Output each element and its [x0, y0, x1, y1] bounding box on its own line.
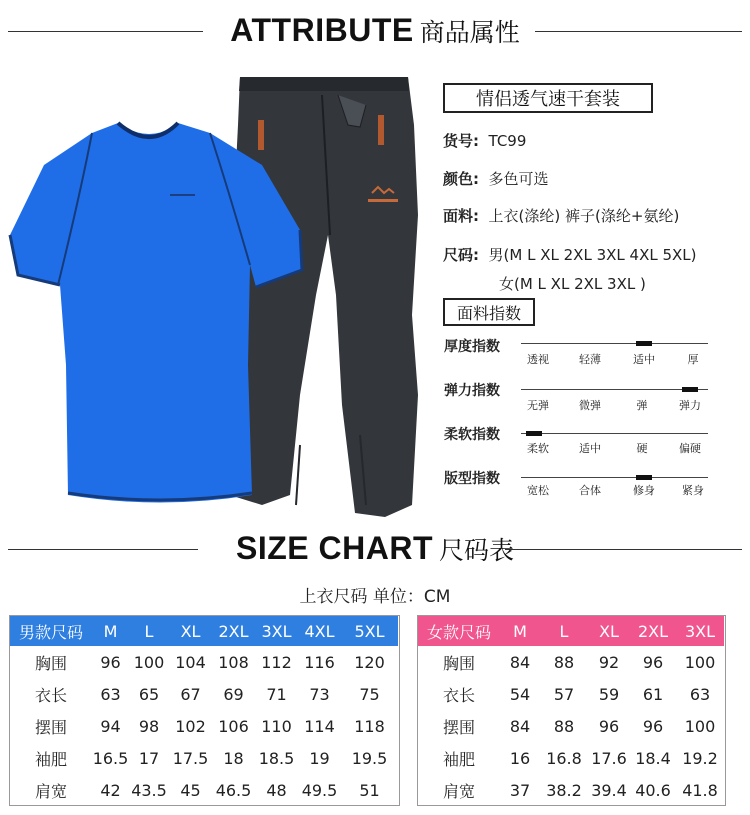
attr-key-fabric: 面料: — [443, 207, 479, 225]
attr-key-size: 尺码: — [443, 246, 479, 264]
row-label: 胸围 — [442, 653, 475, 673]
table-cell: 17.5 — [172, 748, 209, 768]
scale-option: 紧身 — [682, 484, 704, 497]
table-cell: 98 — [138, 716, 160, 736]
size-chart-subtitle: 上衣尺码 单位：CM — [299, 587, 451, 607]
scale-marker-fit — [636, 475, 652, 480]
table-cell: 18.4 — [635, 748, 671, 768]
scale-option: 合体 — [579, 484, 601, 497]
table-cell: 92 — [598, 652, 620, 672]
table-cell: 63 — [689, 684, 711, 704]
attr-value-size: 男(M L XL 2XL 3XL 4XL 5XL) — [488, 246, 697, 264]
attr-key-color: 颜色: — [443, 170, 479, 188]
table-row — [10, 646, 398, 678]
table-cell: 102 — [175, 716, 206, 736]
scale-line-elasticity — [521, 389, 708, 390]
men-header-cell: L — [144, 621, 154, 641]
row-label: 袖肥 — [34, 749, 67, 769]
table-cell: 65 — [138, 684, 160, 704]
attr-value-item-no: TC99 — [488, 132, 527, 150]
table-row — [418, 742, 724, 774]
scale-label-elasticity: 弹力指数 — [444, 383, 500, 399]
scale-label-softness: 柔软指数 — [444, 427, 500, 443]
men-header-cell: 5XL — [354, 621, 385, 641]
table-cell: 16 — [509, 748, 531, 768]
attribute-header-en: ATTRIBUTE — [230, 12, 414, 48]
table-cell: 112 — [261, 652, 292, 672]
table-cell: 71 — [266, 684, 287, 704]
table-cell: 106 — [218, 716, 249, 736]
table-row — [418, 710, 724, 742]
row-label: 袖肥 — [442, 749, 475, 769]
table-cell: 100 — [684, 652, 716, 672]
table-row — [10, 742, 398, 774]
table-cell: 43.5 — [131, 780, 167, 800]
attribute-header-cn: 商品属性 — [419, 18, 520, 47]
attr-size-women: 女(M L XL 2XL 3XL ) — [499, 275, 646, 293]
table-cell: 73 — [309, 684, 330, 704]
table-cell: 69 — [223, 684, 244, 704]
attr-row-fabric — [443, 205, 679, 226]
scale-line-thickness — [521, 343, 708, 344]
table-row — [418, 774, 724, 806]
row-label: 衣长 — [34, 685, 67, 705]
fabric-index-title-box — [443, 298, 535, 326]
table-cell: 16.8 — [546, 748, 582, 768]
row-label: 摆围 — [34, 717, 67, 737]
table-cell: 16.5 — [92, 748, 129, 768]
pants-image — [232, 77, 418, 517]
table-cell: 38.2 — [546, 780, 582, 800]
table-cell: 40.6 — [635, 780, 671, 800]
attr-row-item-no — [443, 130, 526, 151]
table-cell: 49.5 — [301, 780, 338, 800]
table-row — [10, 774, 398, 806]
scale-option: 柔软 — [527, 442, 549, 455]
table-cell: 108 — [218, 652, 249, 672]
scale-option: 偏硬 — [679, 442, 701, 455]
row-label: 衣长 — [442, 685, 475, 705]
table-cell: 39.4 — [591, 780, 627, 800]
attr-row-size — [443, 244, 697, 265]
attribute-header — [0, 12, 750, 49]
table-row — [10, 710, 398, 742]
table-cell: 116 — [304, 652, 335, 672]
scale-option: 透视 — [527, 353, 549, 366]
table-cell: 118 — [354, 716, 385, 736]
table-cell: 61 — [642, 684, 664, 704]
scale-label-thickness: 厚度指数 — [444, 339, 500, 355]
table-cell: 54 — [509, 684, 531, 704]
row-label: 肩宽 — [442, 781, 475, 801]
men-header-cell: 男款尺码 — [18, 622, 83, 642]
table-row — [418, 646, 724, 678]
women-header-cell: 女款尺码 — [426, 622, 491, 642]
table-cell: 67 — [180, 684, 201, 704]
table-row — [418, 678, 724, 710]
attr-key-item-no: 货号: — [443, 132, 479, 150]
women-header-cell: 3XL — [684, 621, 716, 641]
women-header-cell: M — [513, 621, 527, 641]
row-label: 胸围 — [34, 653, 67, 673]
women-size-table — [418, 616, 724, 806]
table-cell: 96 — [642, 716, 664, 736]
women-header-cell: 2XL — [637, 621, 669, 641]
table-cell: 17.6 — [591, 748, 627, 768]
attr-row-color — [443, 168, 549, 189]
table-cell: 48 — [266, 780, 287, 800]
table-cell: 63 — [100, 684, 121, 704]
table-cell: 84 — [509, 716, 531, 736]
table-cell: 18.5 — [258, 748, 295, 768]
scale-option: 厚 — [687, 353, 699, 366]
table-cell: 41.8 — [682, 780, 718, 800]
table-cell: 19 — [309, 748, 330, 768]
table-cell: 75 — [359, 684, 380, 704]
table-cell: 94 — [100, 716, 121, 736]
size-chart-header-cn: 尺码表 — [438, 536, 514, 565]
scale-option: 适中 — [579, 442, 601, 455]
table-cell: 96 — [100, 652, 121, 672]
table-cell: 37 — [509, 780, 531, 800]
scale-option: 修身 — [633, 484, 655, 497]
men-size-table — [10, 616, 398, 806]
scale-marker-thickness — [636, 341, 652, 346]
scale-marker-elasticity — [682, 387, 698, 392]
scale-option: 硬 — [636, 442, 648, 455]
scale-option: 宽松 — [527, 484, 549, 497]
size-chart-header-en: SIZE CHART — [235, 530, 433, 566]
table-cell: 96 — [642, 652, 664, 672]
table-row — [10, 678, 398, 710]
table-cell: 59 — [598, 684, 620, 704]
men-header-cell: M — [103, 621, 118, 641]
table-cell: 17 — [138, 748, 160, 768]
men-table-header — [10, 616, 398, 646]
fabric-index-title: 面料指数 — [456, 303, 521, 323]
table-cell: 100 — [133, 652, 165, 672]
attr-value-color: 多色可选 — [488, 170, 549, 188]
men-header-cell: XL — [180, 621, 201, 641]
size-chart-header — [0, 530, 750, 567]
product-name: 情侣透气速干套装 — [476, 89, 620, 110]
table-cell: 57 — [553, 684, 575, 704]
row-label: 摆围 — [442, 717, 475, 737]
women-header-cell: XL — [599, 621, 619, 641]
scale-label-fit: 版型指数 — [444, 471, 500, 487]
product-name-box — [443, 83, 653, 113]
scale-option: 轻薄 — [579, 353, 601, 366]
women-header-cell: L — [559, 621, 569, 641]
scale-line-fit — [521, 477, 708, 478]
table-cell: 110 — [261, 716, 292, 736]
attr-value-fabric: 上衣(涤纶) 裤子(涤纶+氨纶) — [488, 207, 680, 225]
row-label: 肩宽 — [34, 781, 67, 801]
table-cell: 46.5 — [215, 780, 252, 800]
table-cell: 42 — [100, 780, 121, 800]
scale-option: 弹力 — [679, 399, 701, 412]
table-cell: 84 — [509, 652, 531, 672]
scale-option: 无弹 — [527, 399, 549, 412]
table-cell: 96 — [598, 716, 620, 736]
table-cell: 88 — [553, 716, 575, 736]
men-header-cell: 2XL — [218, 621, 249, 641]
table-cell: 104 — [175, 652, 206, 672]
table-cell: 114 — [304, 716, 335, 736]
scale-option: 适中 — [633, 353, 655, 366]
table-cell: 120 — [354, 652, 385, 672]
scale-marker-softness — [526, 431, 542, 436]
scale-option: 弹 — [636, 399, 648, 412]
table-cell: 51 — [359, 780, 380, 800]
table-cell: 100 — [684, 716, 716, 736]
scale-option: 微弹 — [579, 399, 601, 412]
women-table-header — [418, 616, 724, 646]
table-cell: 88 — [553, 652, 575, 672]
product-image — [0, 65, 430, 520]
table-cell: 18 — [223, 748, 244, 768]
table-cell: 45 — [180, 780, 201, 800]
men-header-cell: 4XL — [304, 621, 335, 641]
table-cell: 19.2 — [682, 748, 718, 768]
scale-line-softness — [521, 433, 708, 434]
table-cell: 19.5 — [351, 748, 388, 768]
men-header-cell: 3XL — [261, 621, 292, 641]
